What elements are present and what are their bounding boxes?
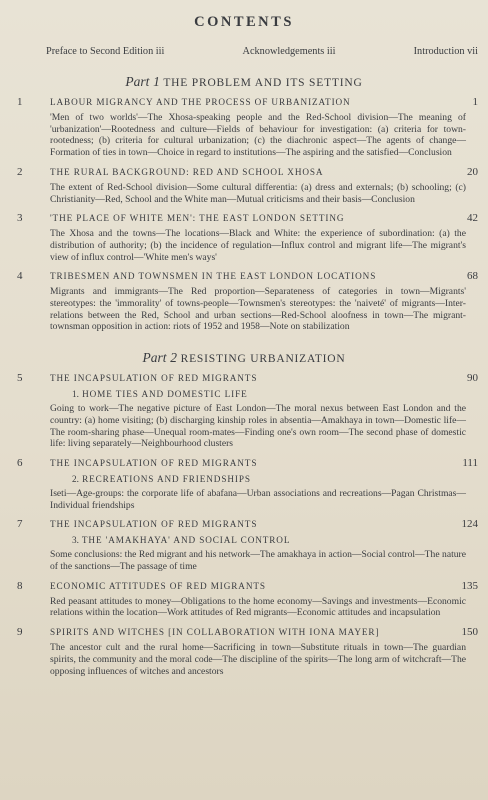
chapter-subtitle-text: THE 'AMAKHAYA' AND SOCIAL CONTROL — [81, 535, 291, 546]
chapter-page-number: 20 — [467, 165, 478, 178]
chapter-page-number: 1 — [472, 96, 478, 108]
chapter-title: THE RURAL BACKGROUND: RED AND SCHOOL XHOSA — [50, 166, 324, 177]
chapter-summary: Iseti—Age-groups: the corporate life of abafana—Urban associations and recreations—Pagan Christmas—Individual friendships — [50, 487, 466, 511]
chapter-entry — [0, 626, 488, 677]
part-heading — [0, 350, 488, 366]
chapter-title: THE INCAPSULATION OF RED MIGRANTS — [50, 519, 258, 530]
contents-list — [0, 74, 488, 677]
chapter-page-number: 124 — [461, 518, 478, 531]
chapter-summary: Going to work—The negative picture of East London—The moral nexus between East London and the country: (a) home visiting; (b) discharging kinship roles in absentia—Amakhaya in town—Domestic life—The room-sharing phase—Unequal room-mates—Finding one's own room—The second phase of domestic life: living separately—Neighbourhood clusters — [50, 403, 466, 450]
chapter-title: LABOUR MIGRANCY AND THE PROCESS OF URBANIZATION — [50, 97, 351, 107]
chapter-subtitle-number: 3. — [72, 535, 79, 546]
chapter-title: 'THE PLACE OF WHITE MEN': THE EAST LONDON SETTING — [50, 213, 345, 224]
chapter-page-number: 68 — [467, 270, 478, 283]
chapter-page-number: 135 — [461, 579, 478, 592]
chapter-entry — [0, 457, 488, 511]
chapter-subtitle — [50, 534, 466, 547]
chapter-entry — [0, 518, 488, 572]
chapter-number: 5 — [17, 372, 23, 385]
chapter-number: 3 — [17, 212, 23, 225]
introduction-entry: Introduction vii — [413, 46, 478, 57]
chapter-summary: The extent of Red-School division—Some cultural differentia: (a) dress and externals; (b) schooling; (c) Christianity—Red, School and the White man—Mutual criticisms and their basis—Conclusion — [50, 181, 466, 205]
chapter-number: 7 — [17, 518, 23, 531]
chapter-summary: Some conclusions: the Red migrant and his network—The amakhaya in action—Social control—The nature of the sanctions—The passage of time — [50, 549, 466, 573]
front-matter-line — [0, 46, 488, 57]
chapter-number: 8 — [17, 579, 23, 592]
chapter-subtitle-number: 1. — [72, 389, 79, 400]
chapter-entry — [0, 166, 488, 205]
chapter-number: 1 — [17, 96, 23, 108]
chapter-title: THE INCAPSULATION OF RED MIGRANTS — [50, 373, 258, 384]
chapter-subtitle-text: RECREATIONS AND FRIENDSHIPS — [82, 473, 251, 484]
preface-entry: Preface to Second Edition iii — [46, 46, 165, 57]
chapter-page-number: 111 — [462, 456, 478, 469]
part-title: RESISTING URBANIZATION — [180, 353, 346, 366]
chapter-subtitle-text: HOME TIES AND DOMESTIC LIFE — [82, 389, 248, 400]
chapter-summary: Migrants and immigrants—The Red proportion—Separateness of categories in town—Migrants' stereotypes: the 'immorality' of towns-people—Townsmen's stereotypes: the 'naiveté' of migrants—Inter-relations between the Red, School and urban sections—Red-School aloofness in town—The migrant-townsman opposition in action: riots of 1952 and 1958—Note on stabilization — [50, 286, 466, 333]
chapter-entry — [0, 372, 488, 450]
chapter-summary: Red peasant attitudes to money—Obligations to the home economy—Savings and investments—Economic relations within the location—Work attitudes of Red migrants—Economic attitudes and incapsulation — [50, 595, 466, 619]
chapter-subtitle — [50, 388, 466, 401]
chapter-title: TRIBESMEN AND TOWNSMEN IN THE EAST LONDON LOCATIONS — [50, 271, 377, 282]
chapter-entry — [0, 96, 488, 159]
chapter-title: ECONOMIC ATTITUDES OF RED MIGRANTS — [50, 580, 266, 591]
part-number: 1 — [153, 74, 160, 89]
chapter-number: 4 — [17, 270, 23, 283]
chapter-summary: The ancestor cult and the rural home—Sacrificing in town—Substitute rituals in town—The guardian spirits, the community and the moral code—The discipline of the spirits—The long arm of witchcraft—The opposing influences of witches and ancestors — [50, 642, 466, 677]
chapter-title: THE INCAPSULATION OF RED MIGRANTS — [50, 457, 258, 468]
chapter-page-number: 90 — [467, 372, 478, 385]
chapter-subtitle — [50, 473, 466, 486]
part-title: THE PROBLEM AND ITS SETTING — [163, 77, 363, 89]
part-label: Part — [142, 350, 167, 366]
chapter-number: 9 — [17, 626, 23, 639]
chapter-page-number: 150 — [461, 626, 478, 639]
chapter-summary: 'Men of two worlds'—The Xhosa-speaking people and the Red-School division—The meaning of 'urbanization'—Rootedness and culture—Fields of behaviour for investigation: (a) criteria for town-rootedness; (b) criteria for cultural urbanization; (c) the diachronic aspect—The agents of change—Formation of ties in town—Choice in regard to institutions—The aspiring and the satisfied—Conclusion — [50, 112, 466, 159]
chapter-summary: The Xhosa and the towns—The locations—Black and White: the experience of subordination: (a) the distribution of authority; (b) the incidence of regulation—Influx control and migrant life—The migrant's view of influx control—'White men's ways' — [50, 228, 466, 263]
chapter-subtitle-number: 2. — [72, 473, 79, 484]
acknowledgements-entry: Acknowledgements iii — [242, 46, 336, 57]
chapter-entry — [0, 580, 488, 619]
part-label: Part — [125, 74, 150, 89]
chapter-entry — [0, 270, 488, 333]
chapter-number: 2 — [17, 165, 23, 178]
part-heading — [0, 74, 488, 90]
chapter-page-number: 42 — [467, 212, 478, 225]
chapter-title: SPIRITS AND WITCHES [IN COLLABORATION WITH IONA MAYER] — [50, 627, 380, 638]
page-title: CONTENTS — [194, 14, 294, 30]
chapter-number: 6 — [17, 456, 23, 469]
chapter-entry — [0, 212, 488, 263]
part-number: 2 — [170, 350, 177, 366]
